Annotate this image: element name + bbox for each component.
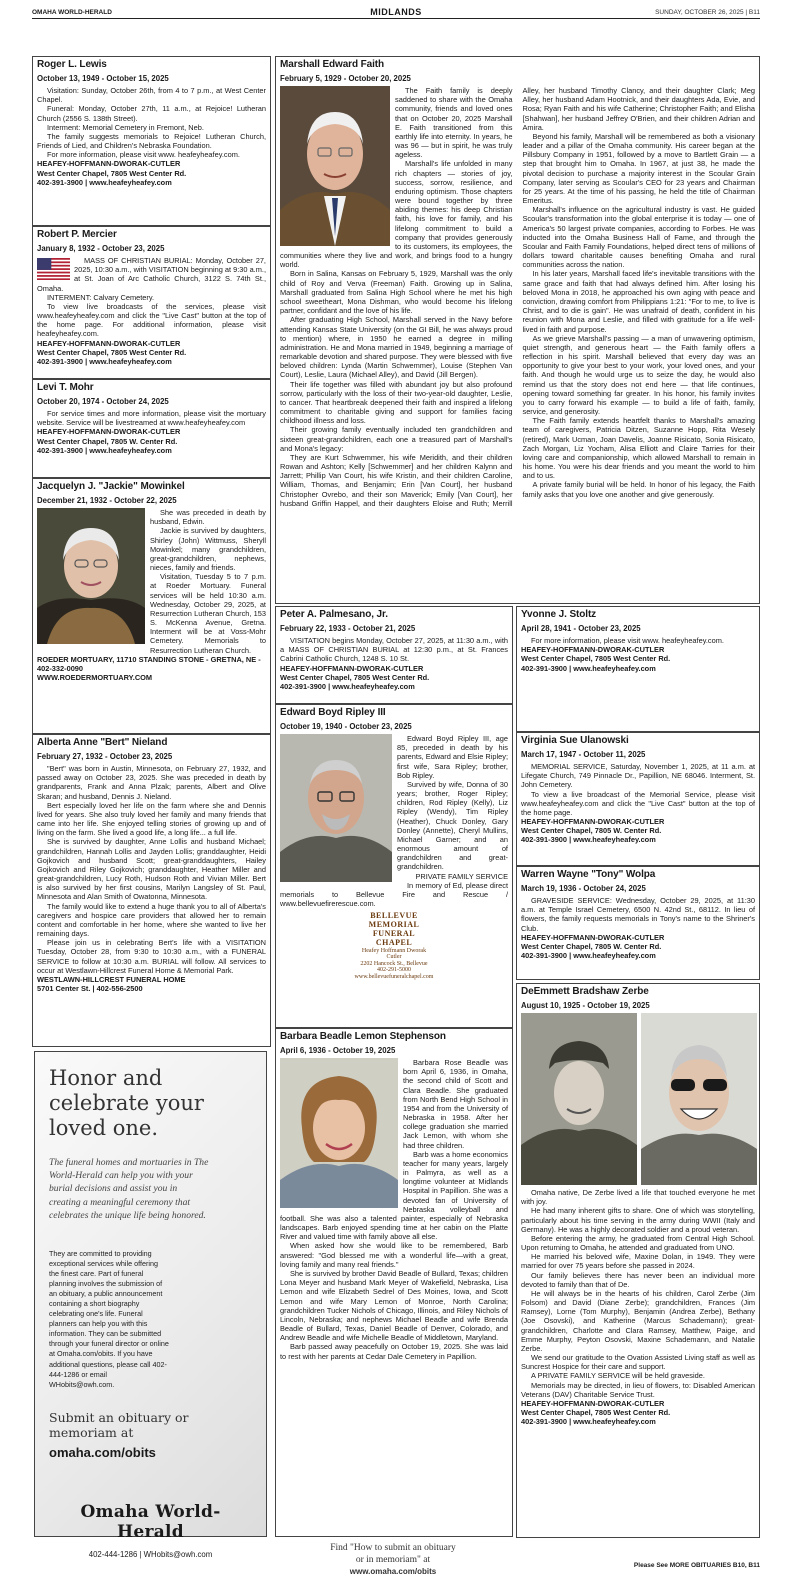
funeral-home-address: West Center Chapel, 7805 West Center Rd.: [280, 672, 430, 682]
obit-paragraph: He will always be in the hearts of his children, Carol Zerbe (Jim Folsom) and David (Diane Zerbe); grandchildren, Frances (Jim Ramsey), Lorne (Tom Murphy), Benjamin (Andrea Zerbe), Bethany (Joe Osovski), and Katherine (Marcus Schademann); great-grandchildren, Charlotte and Clara Ramsey, Matthew, Paige, and Emme Murphy, Peyton Osovski, Maxine Schademann, and Natalie Zerbe.: [521, 1288, 755, 1353]
obit-dates: October 19, 1940 - October 23, 2025: [280, 722, 412, 732]
obit-name: Marshall Edward Faith: [280, 59, 385, 70]
funeral-home: HEAFEY-HOFFMANN-DWORAK-CUTLER: [280, 663, 424, 673]
obit-dates: April 28, 1941 - October 23, 2025: [521, 624, 641, 634]
funeral-home-contact: 402-391-3900 | www.heafeyheafey.com: [521, 1417, 656, 1427]
obit-dates: March 19, 1936 - October 24, 2025: [521, 884, 646, 894]
obit-stephenson: [275, 1028, 513, 1537]
ad-body: They are committed to providing exceptional services while offering the finest care. Part of funeral planning involves the submission of an obituary, a public announcement containing a short biography celebrating one's life. Funeral planners can help you with this information. They can be submitted through your funeral director or online at Omaha.com/obits. If you have additional questions, please call 402-444-1286 or email WHobits@owh.com.: [49, 1248, 169, 1389]
obit-paragraph: Please join us in celebrating Bert's life with a VISITATION Tuesday, October 28, from 9:30 to 10:30 a.m., with a FUNERAL SERVICE to follow at 10:30 a.m. BURIAL will follow. All services to occur at Westlawn-Hillcrest Funeral Home & Memorial Park.: [37, 938, 266, 975]
obit-dates: October 13, 1949 - October 15, 2025: [37, 74, 169, 84]
obit-paragraph: Survived by wife, Donna of 30 years; brother, Roger Ripley; children, Rod Ripley (Kelly), Liz Ripley (Wendy), Tim Ripley (Heather), Chuck Donley, Gary Donley (Annette), Cheryl Mullins, Michael Garner; and an enormous amount of grandchildren and great-grandchildren.: [397, 779, 508, 872]
submit-note-url-link[interactable]: www.omaha.com/obits: [349, 1566, 437, 1576]
funeral-home-address: West Center Chapel, 7805 West Center Rd.: [37, 168, 187, 178]
section-name: MIDLANDS: [370, 7, 422, 17]
obit-paragraph: Marshall's influence on the agricultural industry is vast. He guided Scoular's transformation into the global enterprise it is today — one of America's 50 largest private companies, according to Forbes. He was inducted into the Omaha Business Hall of Fame, and through the Scoular and Faith Family Foundations, helped direct tens of millions of dollars toward charitable causes benefiting Omaha and rural communities across the nation.: [522, 205, 755, 270]
submit-note-line: Find "How to submit an obituary: [330, 1543, 456, 1553]
obit-paragraph: In his later years, Marshall faced life's inevitable transitions with the same grace and faith that had always defined him. After losing his beloved Mona in 2018, he approached his own aging with peace and conviction, drawing comfort from Philippians 1:21: "For to me, to live is Christ, and to die is gain". He was unafraid of death, confident in his reunion with Mona and Leslie, and filled with gratitude for a life well-lived in faith and purpose.: [522, 269, 755, 334]
obit-name: Levi T. Mohr: [37, 382, 94, 393]
ad-contact: 402-444-1286 | WHobits@owh.com: [88, 1550, 213, 1560]
page-header: [32, 9, 760, 19]
bellevue-memorial-logo: [354, 912, 434, 980]
obit-name: Yvonne J. Stoltz: [521, 609, 597, 620]
obit-name: Jacquelyn J. "Jackie" Mowinkel: [37, 481, 185, 492]
portrait-photo-young: [521, 1013, 637, 1185]
obit-paragraph: Visitation: Sunday, October 26th, from 4 to 7 p.m., at West Center Chapel.: [37, 86, 266, 105]
obit-stoltz: [516, 606, 760, 732]
obit-name: DeEmmett Bradshaw Zerbe: [521, 986, 649, 997]
funeral-home: HEAFEY-HOFFMANN-DWORAK-CUTLER: [521, 817, 665, 827]
obit-body-columns: [280, 86, 755, 508]
obit-lewis: [32, 56, 271, 226]
obit-paragraph: INTERMENT: Calvary Cemetery.: [47, 292, 155, 302]
logo-line: BELLEVUE MEMORIAL: [368, 911, 420, 930]
obit-paragraph: The family suggests memorials to Rejoice! Lutheran Church, Friends of Lied, and Children's Nebraska Foundation.: [37, 131, 266, 151]
funeral-home-address: West Center Chapel, 7805 West Center Rd.: [521, 654, 671, 664]
funeral-home-url: WWW.ROEDERMORTUARY.COM: [37, 673, 153, 683]
obit-paragraph: Barbara Rose Beadle was born April 6, 1936, in Omaha, the second child of Scott and Clara Beadle. She graduated from North Bend High School in 1954 and from the University of Nebraska in 1958. After her college graduation she married Jack Lemon, with whom she had three children.: [403, 1058, 508, 1150]
obit-nieland: [32, 734, 271, 1047]
funeral-home: HEAFEY-HOFFMANN-DWORAK-CUTLER: [521, 645, 665, 655]
funeral-home-contact: 402-391-3900 | www.heafeyheafey.com: [37, 177, 172, 187]
obit-zerbe: [516, 983, 760, 1538]
obit-dates: February 27, 1932 - October 23, 2025: [37, 752, 173, 762]
obit-paragraph: In memory of Ed, please direct memorials to Bellevue Fire and Rescue / www.bellevuefirerescue.com.: [280, 880, 508, 909]
obit-name: Barbara Beadle Lemon Stephenson: [280, 1031, 446, 1042]
obit-paragraph: MASS OF CHRISTIAN BURIAL: Monday, October 27, 2025, 10:30 a.m., with VISITATION beginning at 9:30 a.m., at St. Joan of Arc Catholic Church, 3122 S. 74th St., Omaha.: [37, 256, 266, 293]
funeral-home-address: West Center Chapel, 7805 W. Center Rd.: [37, 436, 178, 446]
american-flag-icon: [37, 258, 70, 280]
portrait-photo-older: [641, 1013, 757, 1185]
obit-name: Alberta Anne "Bert" Nieland: [37, 737, 168, 748]
funeral-home-contact: 402-391-3900 | www.heafeyheafey.com: [521, 663, 656, 673]
obit-paragraph: Memorials may be directed, in lieu of flowers, to: Disabled American Veterans (DAV) Charitable Service Trust.: [521, 1380, 755, 1399]
obit-dates: April 6, 1936 - October 19, 2025: [280, 1046, 396, 1056]
obit-paragraph: The Faith family extends heartfelt thanks to Marshall's amazing team of caregivers, Patricia Ditzen, Suzanne Hopp, Rita Wesely (retired), Mark Ucman, Joan Davelis, Joanne Risicato, Sonia Risicato, Zach Morgan, Liz Yocham, Alisa Elliott and Claire Tarries for their loving care and companionship, which allowed Marshall to remain in his home. You were his dear friends and you meant the world to him and to us.: [522, 416, 755, 481]
ad-submit-prompt: Submit an obituary or memoriam at: [49, 1409, 189, 1441]
obit-name: Peter A. Palmesano, Jr.: [280, 609, 388, 620]
obit-paragraph: VISITATION begins Monday, October 27, 2025, at 11:30 a.m., with a MASS OF CHRISTIAN BURIAL at 12:30 p.m., at St. Frances Cabrini Catholic Church, 1248 S. 10 St.: [280, 636, 508, 664]
obit-dates: December 21, 1932 - October 22, 2025: [37, 496, 177, 506]
obit-paragraph: Their life together was filled with abundant joy but also profound sorrow, particularly with the loss of their two-year-old daughter, Leslie, to cancer. That heartbreak deepened their faith and inspired a lifelong commitment to charitable giving and support for families facing childhood illness and loss.: [280, 379, 513, 426]
funeral-home: HEAFEY-HOFFMANN-DWORAK-CUTLER: [37, 338, 181, 348]
obit-paragraph: Barb passed away peacefully on October 19, 2025. She was laid to rest with her parents at Cedar Dale Cemetery in Papillion.: [280, 1342, 508, 1361]
obit-ripley: [275, 704, 513, 1028]
obit-paragraph: The Faith family is deeply saddened to share with the Omaha community, friends and loved ones that on October 20, 2025 Marshall E. Faith transitioned from this earthly life into eternity. In years, he was 96 — but in spirit, he was truly ageless.: [395, 86, 513, 160]
obit-paragraph: After graduating High School, Marshall served in the Navy before attending Kansas State University (on the GI Bill, he was always proud to mention) where, in 1950 he earned a degree in milling administration. He and Mona married in 1949, beginning a marriage of remarkable devotion and shared purpose. They were blessed with five beloved children: Lynda (Martin Schwemmer), Louise (Stephen Van Court), Leslie, Laura (Michael Alley), and David (Jill Bergen).: [280, 315, 513, 380]
obit-dates: March 17, 1947 - October 11, 2025: [521, 750, 646, 760]
funeral-home: HEAFEY-HOFFMANN-DWORAK-CUTLER: [521, 932, 665, 942]
ad-intro: The funeral homes and mortuaries in The World-Herald can help you with your burial decisions and assist you in creating a meaningful ceremony that celebrates the unique life being honored.: [49, 1156, 209, 1222]
portrait-photo: [280, 86, 390, 246]
obit-paragraph: A private family burial will be held. In honor of his legacy, the Faith family asks that you love one another and give generously.: [522, 480, 755, 499]
obit-paragraph: She was preceded in death by husband, Edwin.: [150, 508, 266, 527]
portrait-photo: [280, 734, 392, 882]
obit-paragraph: PRIVATE FAMILY SERVICE: [415, 871, 508, 881]
obit-paragraph: Bert especially loved her life on the farm where she and Dennis lived for years. She also truly loved her family and many friends that came into her life. She enjoyed telling stories of growing up and of living on the farm. She lived a good life, a long life... a full life.: [37, 800, 266, 838]
portrait-photo: [280, 1058, 398, 1208]
obit-paragraph: When asked how she would like to be remembered, Barb answered: "God blessed me with a wonderful life—with a great, loving family and many real friends.": [280, 1241, 508, 1269]
obit-paragraph: For more information, please visit www. heafeyheafey.com.: [531, 636, 724, 646]
funeral-home-contact: 402-391-3900 | www.heafeyheafey.com: [37, 356, 172, 366]
obituary-advertisement: [34, 1051, 267, 1560]
funeral-home: HEAFEY-HOFFMANN-DWORAK-CUTLER: [37, 427, 181, 437]
logo-line: 402-291-5000: [377, 967, 411, 974]
obit-name: Virginia Sue Ulanowski: [521, 735, 629, 746]
funeral-home: WESTLAWN-HILLCREST FUNERAL HOME: [37, 975, 186, 984]
logo-line: Heafey Hoffmann Dworak Cutler: [361, 947, 427, 961]
funeral-home: HEAFEY-HOFFMANN-DWORAK-CUTLER: [37, 159, 181, 169]
obit-paragraph: As we grieve Marshall's passing — a man of unwavering optimism, quiet strength, and generous heart — the Faith family offers a reflection in his spirit. Marshall believed that every day was an opportunity to give your best to your work, your loved ones, and your faith. And though he would urge us to seize the day, he would also remind us that the story does not end here — that life continues, opening toward something far greater. In his honor, his family invites you to carry forward his example — to build a life of faith, family, service, and generosity.: [522, 333, 755, 417]
obit-name: Warren Wayne "Tony" Wolpa: [521, 869, 656, 880]
funeral-home-contact: 402-391-3900 | www.heafeyheafey.com: [280, 681, 415, 691]
obit-paragraph: She is survived by daughter, Anne Lollis and husband Michael; grandchildren, Hannah Lollis and Jayden Lollis; granddaughter, Heidi Gojkovich and husband Scott; great-granddaughters, Hailey Gojkovich and Riley Gojkovich; granddaughter, Heather Miller and great-grandchildren, Lucy Roth, Hudson Roth and Vivian Miller. Bert is also survived by her first cousins, Marilyn Langsley of St. Paul, Minnesota and Alan Smith of Owatonna, Minnesota.: [37, 837, 266, 902]
obit-paragraph: Edward Boyd Ripley III, age 85, preceded in death by his parents, Edward and Elsie Ripley; first wife, Sara Ripley; brother, Bob Ripley.: [397, 734, 508, 780]
obit-dates: February 5, 1929 - October 20, 2025: [280, 74, 411, 84]
obit-dates: August 10, 1925 - October 19, 2025: [521, 1001, 650, 1011]
obit-paragraph: Jackie is survived by daughters, Shirley (John) Wittmuss, Sheryll Mowinkel; many grandchildren, great-grandchildren, nephews, nieces, family and friends.: [150, 526, 266, 573]
obit-paragraph: She is survived by brother David Beadle of Bullard, Texas; children Lona Meyer and husband Mark Meyer of Wakefield, Nebraska, Lisa Lemon and wife Elizabeth Sedrel of Des Moines, Iowa, and Scott Lemon and wife Mary Lemon of Monroe, North Carolina; grandchildren Tucker Nichols of Chicago, Illinois, and Riley Nichols of Lincoln, Nebraska; and nephews Michael Beadle and wife Brenda Beadle of Bullard, Texas, Daniel Beadle of Denver, Colorado, and Andrew Beadle and wife Michelle Beadle of Middletown, Maryland.: [280, 1269, 509, 1343]
ad-masthead: Omaha World-Herald: [80, 1502, 221, 1543]
submit-note-line: or in memoriam" at: [355, 1555, 431, 1566]
funeral-home: HEAFEY-HOFFMANN-DWORAK-CUTLER: [521, 1399, 665, 1408]
funeral-home-contact: 402-391-3900 | www.heafeyheafey.com: [521, 951, 656, 961]
obit-paragraph: He had many inherent gifts to share. One of which was storytelling, particularly about his time serving in the army during WWII (Italy and Germany). He was a highly decorated soldier and a proud veteran.: [521, 1206, 755, 1234]
obit-paragraph: Marshall's life unfolded in many rich chapters — stories of joy, success, sorrow, resilience, and enduring optimism. Those chapters were bound together by three abiding themes: his deep Christian faith, his love for family, and his lifelong commitment to build a company that provides generously to its customers, its employees, the communities where they live and work, and brings food to a hungry world.: [280, 159, 513, 270]
obit-paragraph: For more information, please visit www. heafeyheafey.com.: [47, 150, 240, 160]
logo-line: www.bellevuefuneralchapel.com: [354, 973, 434, 980]
funeral-home-address: West Center Chapel, 7805 W. Center Rd.: [521, 941, 662, 951]
obit-mercier: [32, 226, 271, 379]
obit-paragraph: GRAVESIDE SERVICE: Wednesday, October 29, 2025, at 11:30 a.m. at Temple Israel Cemetery, 6500 N. 42nd St., 68112. In lieu of flowers, the family requests memorials in Tony's name to the Shriner's Club.: [521, 896, 755, 933]
obit-paragraph: To view a live broadcast of the Memorial Service, please visit www.heafeyheafey.com and click the "Live Cast" button at the top of the home page.: [521, 789, 755, 817]
obit-dates: February 22, 1933 - October 21, 2025: [280, 624, 416, 634]
submit-obituary-note: [273, 1542, 513, 1577]
portrait-photo: [37, 508, 145, 644]
funeral-home-contact: 402-391-3900 | www.heafeyheafey.com: [521, 835, 656, 845]
obit-name: Robert P. Mercier: [37, 229, 117, 240]
funeral-home: ROEDER MORTUARY, 11710 STANDING STONE - GRETNA, NE - 402-332-0090: [37, 654, 261, 673]
funeral-home-address: West Center Chapel, 7805 W. Center Rd.: [521, 826, 662, 836]
obit-paragraph: A PRIVATE FAMILY SERVICE will be held graveside.: [531, 1371, 705, 1381]
obit-faith: [275, 56, 760, 604]
funeral-home-contact: 402-391-3900 | www.heafeyheafey.com: [37, 445, 172, 455]
page-date: SUNDAY, OCTOBER 26, 2025 | B11: [655, 9, 760, 16]
obit-paragraph: They are Kurt Schwemmer, his wife Meridith, and their children Rowan and Ashton; Kelly [Schwemmer] and her children Kalynn and Jarrett; Phillip Van Court, his wife Kristin, and their children Caroline, William, Thomas, and Benjamin; Erin [Van Court], her husband Christopher Ovrebo, and their son Maverick; Emily [Van Court], her husband Griffin Happel, and their daughters Eloise and Ruth; Merrill Alley, her husband Timothy Clancy, and their daughter Clark; Meg Alley, her husband Adam Hootnick, and their daughters Ada, Evie, and Rosa; Ryan Faith and his wife Catherine; Christopher Faith; and Elisha [Shahwan], her husband Jeffrey O'Brien, and their children Adrian and Amira.: [280, 86, 755, 508]
obit-paragraph: Born in Salina, Kansas on February 5, 1929, Marshall was the only child of Roy and Verva (Freeman) Faith. Growing up in Salina, Marshall graduated from Salina High School where he met his high school sweetheart, Mona Dishman, who would become his lifelong partner, confidant and the love of his life.: [280, 269, 513, 316]
obit-name: Roger L. Lewis: [37, 59, 107, 70]
funeral-home-contact: 5701 Center St. | 402-556-2500: [37, 984, 143, 994]
ad-headline: Honor and celebrate your loved one.: [49, 1066, 204, 1141]
obit-paragraph: Beyond his family, Marshall will be remembered as both a visionary leader and a pillar of the Omaha community. His career began at the Pillsbury Company in 1951, followed by a move to Bartlett Grain — a step that brought him to Omaha. In 1967, at just 38, he made the pivotal decision to purchase a majority interest in the Scoular Grain Company, later serving as Scoular's CEO for 23 years and Chairman for 25 years. At the time of his passing, he held the title of Chairman Emeritus.: [522, 131, 755, 206]
obit-mohr: [32, 379, 271, 478]
obit-palmesano: [275, 606, 513, 704]
obit-paragraph: Omaha native, De Zerbe lived a life that touched everyone he met with joy.: [521, 1188, 755, 1207]
obit-paragraph: Their growing family eventually included ten grandchildren and sixteen great-grandchildren, each one a treasured part of Marshall's and Mona's legacy:: [280, 425, 513, 453]
obit-paragraph: Our family believes there has never been an individual more devoted to family than that of De.: [521, 1270, 755, 1289]
publication-name: OMAHA WORLD-HERALD: [32, 9, 112, 16]
obit-paragraph: Funeral: Monday, October 27th, 11 a.m., at Rejoice! Lutheran Church (2556 S. 138th Street).: [37, 104, 266, 123]
obit-paragraph: Before entering the army, he graduated from Central High School. Upon returning to Omaha, he attended and graduated from UNO.: [521, 1233, 755, 1253]
obit-paragraph: MEMORIAL SERVICE, Saturday, November 1, 2025, at 11 a.m. at Lifegate Church, 749 Pinnacle Dr., Papillion, NE 68046. Interment, St. John Cemetery.: [521, 762, 755, 790]
logo-line: 2202 Hancock St., Bellevue: [360, 960, 428, 967]
obit-paragraph: For service times and more information, please visit the mortuary website. Service will be livestreamed at www.heafeyheafey.com: [37, 409, 266, 428]
obit-mowinkel: [32, 478, 271, 734]
obit-paragraph: To view live broadcasts of the services, please visit www.heafeyheafey.com and click the "Live Cast" button at the top of the home page. For additional information, please visit heafeyheafey.com.: [37, 301, 266, 339]
obit-paragraph: Barb was a home economics teacher for many years, largely in Palmyra, as well as a longtime volunteer at Midlands Hospital in Papillion. She was a devoted fan of University of Nebraska volleyball and football. She was also a talented painter, especially of Nebraska landscapes. Barb enjoyed spending time at her cabin on the Platte River and valued time with family above all else.: [280, 1149, 508, 1242]
obit-paragraph: We send our gratitude to the Ovation Assisted Living staff as well as Suncrest Hospice for their care and support.: [521, 1353, 755, 1372]
obit-paragraph: Visitation, Tuesday 5 to 7 p.m. at Roeder Mortuary. Funeral services will be held 10:30 a.m. Wednesday, October 29, 2025, at Resurrection Lutheran Church, 153 S. McKenna Avenue, Gretna. Interment will be at Voss-Mohr Cemetery. Memorials to Resurrection Lutheran Church.: [150, 572, 266, 655]
ad-url-link[interactable]: omaha.com/obits: [49, 1445, 156, 1461]
logo-line: FUNERAL CHAPEL: [372, 928, 416, 947]
obit-paragraph: "Bert" was born in Austin, Minnesota, on February 27, 1932, and passed away on October 23, 2025. She was preceded in death by grandparents, Frank and Anna Plzak; parents, Albert and Olive Skaran; and husband, Dennis J. Nieland.: [37, 764, 266, 801]
photo-pair: [521, 1013, 755, 1185]
obit-wolpa: [516, 866, 760, 980]
funeral-home-address: West Center Chapel, 7805 West Center Rd.: [37, 347, 187, 357]
obit-ulanowski: [516, 732, 760, 866]
more-obituaries-link[interactable]: Please See MORE OBITUARIES B10, B11: [633, 1562, 760, 1569]
obit-dates: October 20, 1974 - October 24, 2025: [37, 397, 169, 407]
obit-paragraph: Interment: Memorial Cemetery in Fremont, Neb.: [47, 122, 204, 132]
funeral-home-address: West Center Chapel, 7805 West Center Rd.: [521, 1408, 671, 1418]
obit-paragraph: The family would like to extend a huge thank you to all of Alberta's caregivers and hospice care providers that allowed her to remain content and comfortable in her home, where she wanted to live her remaining days.: [37, 901, 266, 939]
obit-paragraph: He married his beloved wife, Maxine Dolan, in 1949. They were married for over 75 years before she passed in 2024.: [521, 1252, 755, 1271]
obit-name: Edward Boyd Ripley III: [280, 707, 386, 718]
obit-dates: January 8, 1932 - October 23, 2025: [37, 244, 165, 254]
